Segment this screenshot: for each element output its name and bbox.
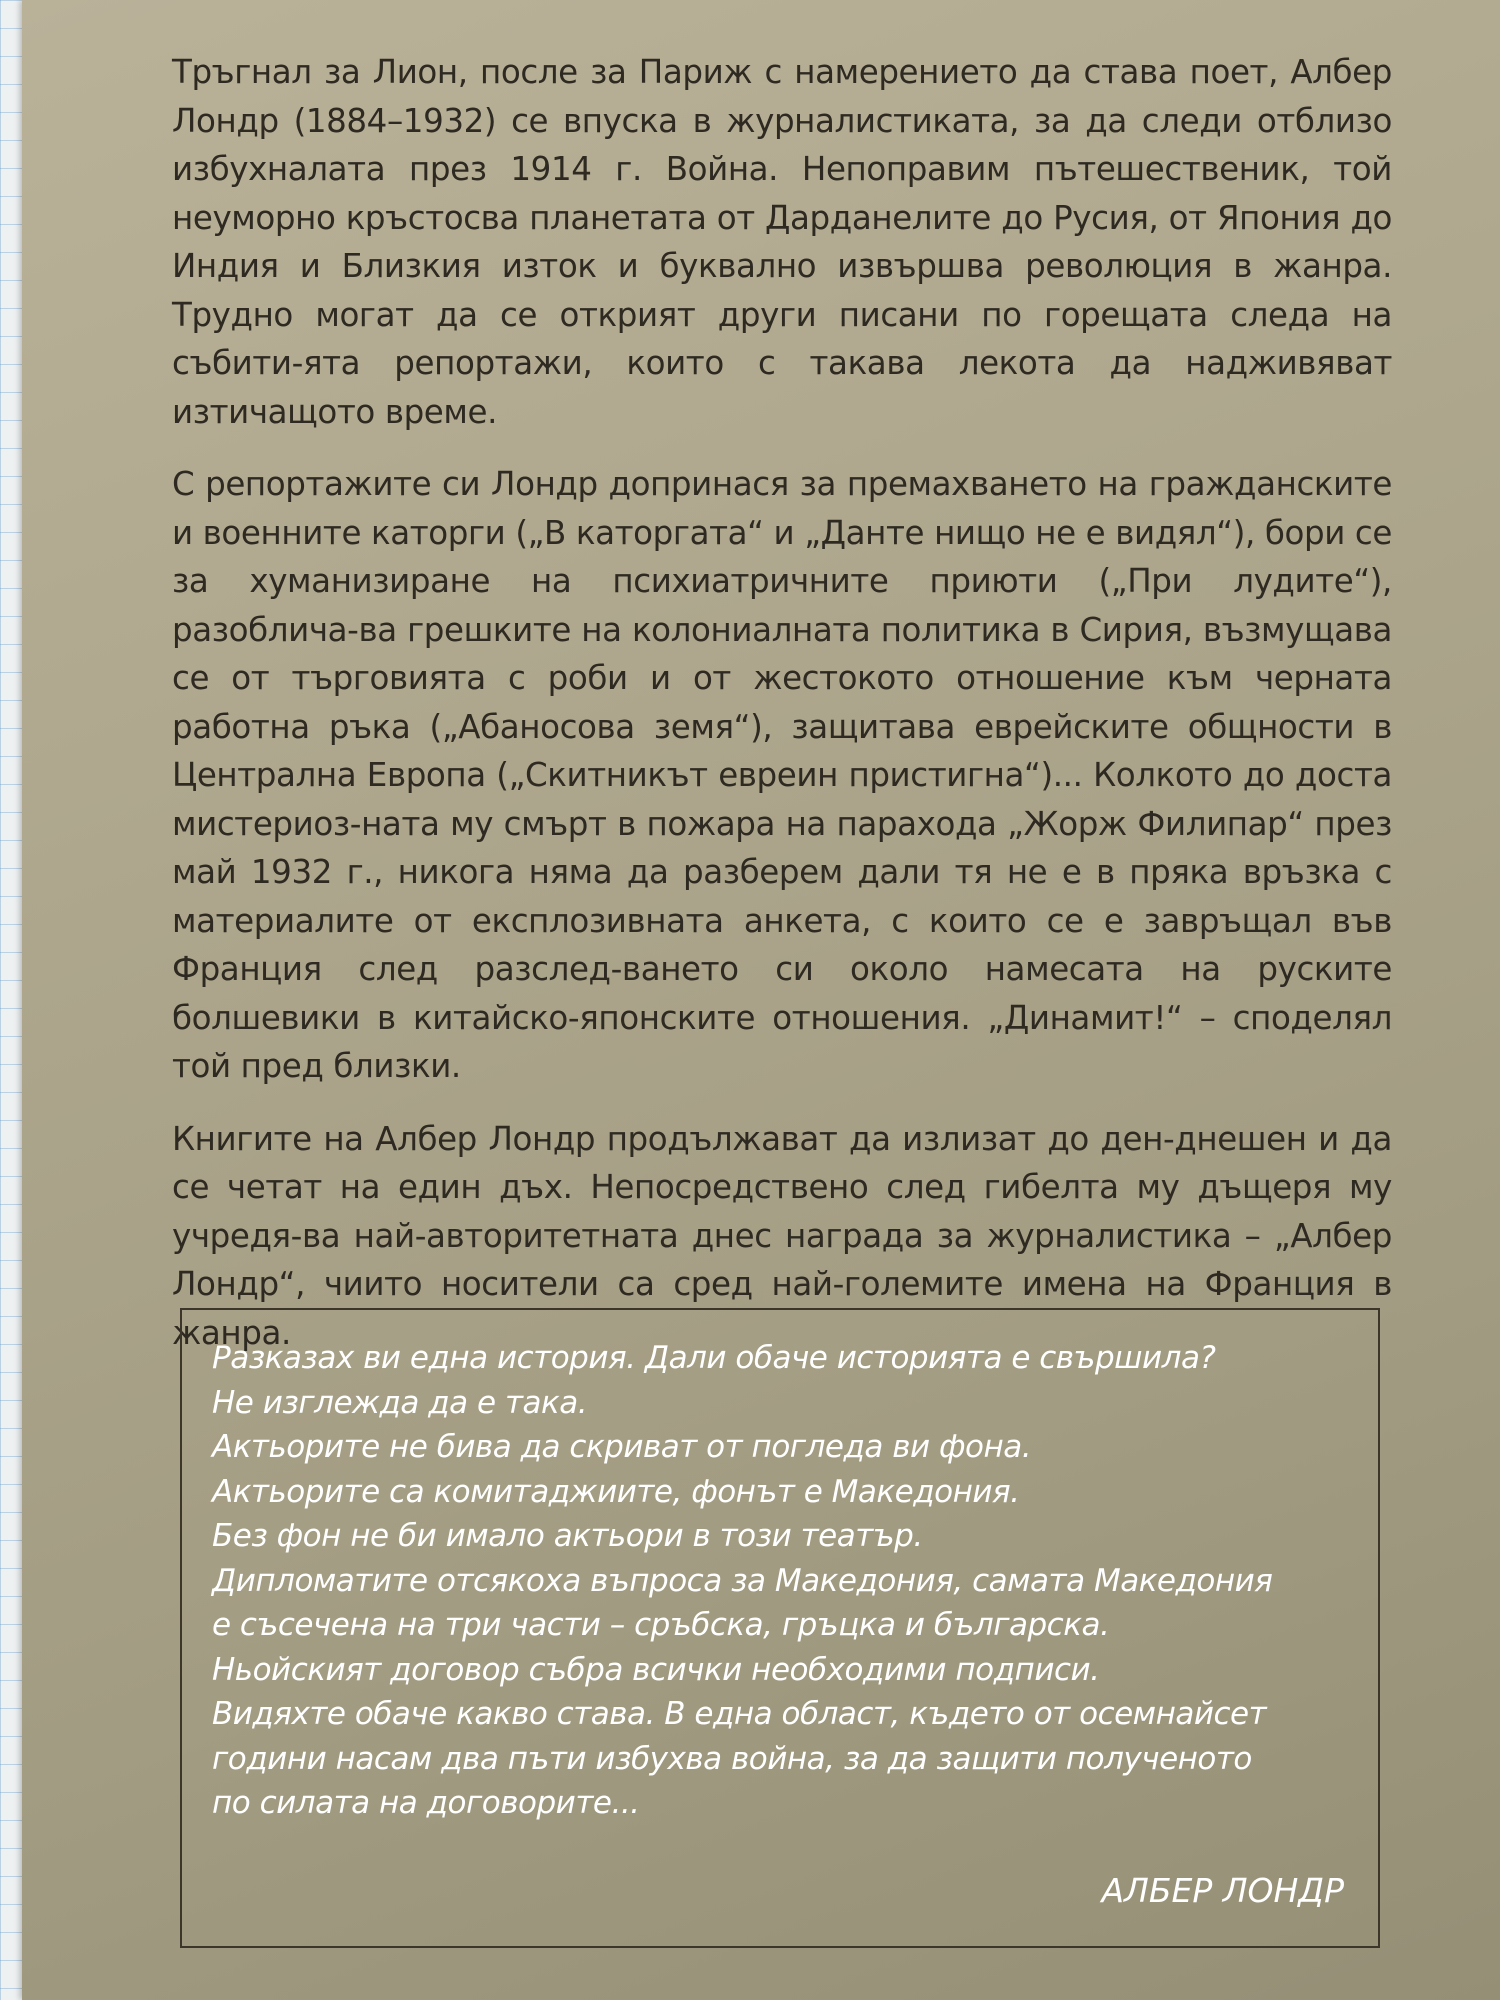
quote-line: Актьорите са комитаджиите, фонът е Македония. <box>212 1473 1020 1510</box>
book-back-cover <box>22 0 1500 2000</box>
quote-line: Разказах ви една история. Дали обаче историята е свършила? <box>212 1340 1216 1376</box>
quote-line: Актьорите не бива да скриват от погледа ви фона. <box>212 1429 1032 1465</box>
quote-line: Ньойският договор събра всички необходими подписи. <box>212 1651 1100 1688</box>
blurb-paragraph-3: Книгите на Албер Лондр продължават да излизат до ден-днешен и да се четат на един дъх. Непосредствено след гибелта му дъщеря му учредя-ва най-авторитетната днес награда за журналистика – „Албер Лондр“, чиито носители са сред най-големите имена на Франция в жанра. <box>172 1119 1392 1352</box>
quote-line: по силата на договорите... <box>212 1785 640 1821</box>
blurb-paragraph-2: С репортажите си Лондр допринася за премахването на гражданските и военните каторги („В каторгата“ и „Данте нищо не е видял“), бори се за хуманизиране на психиатричните приюти („При лудите“), разоблича-ва грешките на колониалната политика в Сирия, възмущава се от търговията с роби и от жестокото отношение към черната работна ръка („Абаносова земя“), защитава еврейските общности в Централна Европа („Скитникът евреин пристигна“)... Колкото до доста мистериоз-ната му смърт в пожара на парахода „Жорж Филипар“ през май 1932 г., никога няма да разберем дали тя не е в пряка връзка с материалите от експлозивната анкета, с които се е завръщал във Франция след разслед-ването си около намесата на руските болшевики в китайско-японските отношения. „Динамит!“ – споделял той пред близки. <box>172 465 1392 1085</box>
quote-line: Видяхте обаче какво става. В една област, където от осемнайсет <box>212 1696 1267 1732</box>
quote-line: години насам два пъти избухва война, за да защити полученото <box>212 1740 1252 1777</box>
blurb-paragraph-1: Тръгнал за Лион, после за Париж с намерението да става поет, Албер Лондр (1884–1932) се впуска в журналистиката, за да следи отблизо избухналата през 1914 г. Война. Непоправим пътешественик, той неуморно кръстосва планетата от Дарданелите до Русия, от Япония до Индия и Близкия изток и буквално извършва революция в жанра. Трудно могат да се открият други писани по горещата следа на събити-ята репортажи, които с такава лекота да надживяват изтичащото време. <box>172 53 1392 431</box>
quote-box <box>180 1308 1380 1948</box>
quote-author: АЛБЕР ЛОНДР <box>1101 1871 1344 1910</box>
blurb-text <box>172 48 1392 1381</box>
quote-line: Не изглежда да е така. <box>212 1384 588 1421</box>
quote-line: Дипломатите отсякоха въпроса за Македония, самата Македония <box>212 1562 1273 1599</box>
quote-text <box>212 1336 1348 1826</box>
quote-line: е съсечена на три части – сръбска, гръцка и българска. <box>212 1607 1110 1643</box>
quote-line: Без фон не би имало актьори в този театър. <box>212 1518 923 1554</box>
